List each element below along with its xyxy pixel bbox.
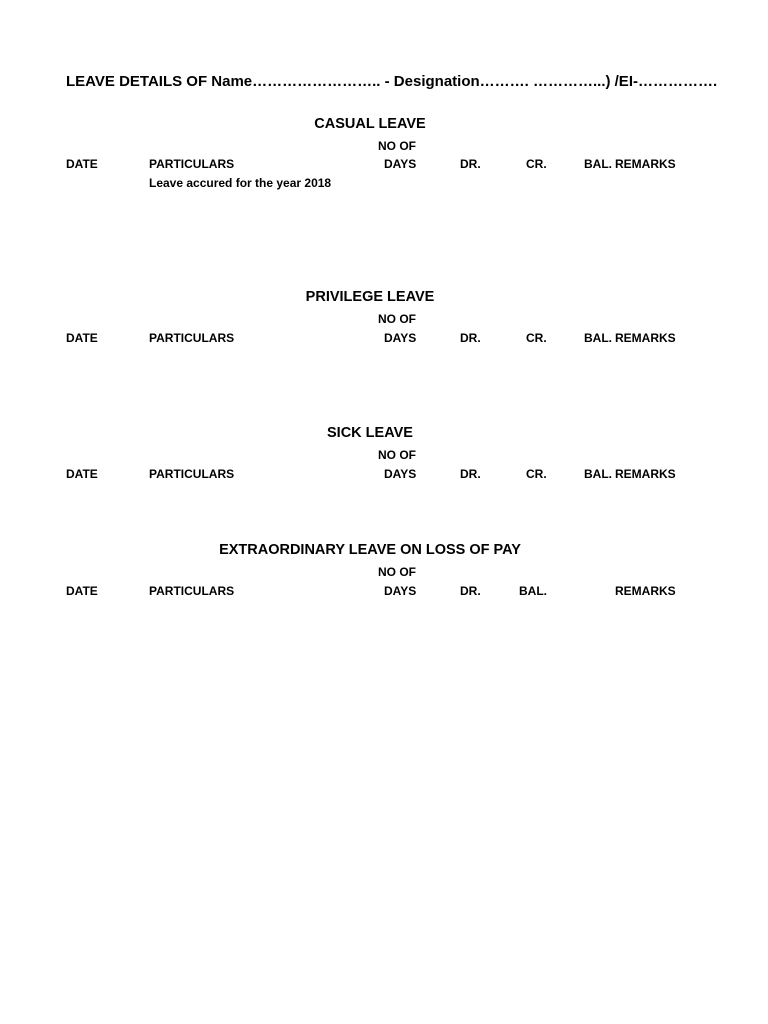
header-remarks: REMARKS — [615, 331, 676, 345]
header-no-of: NO OF — [378, 312, 416, 326]
header-date: DATE — [66, 331, 98, 345]
section-title-extraordinary-leave: EXTRAORDINARY LEAVE ON LOSS OF PAY — [219, 542, 521, 558]
section-title-privilege-leave: PRIVILEGE LEAVE — [305, 289, 435, 305]
header-particulars: PARTICULARS — [149, 584, 235, 598]
header-dr: DR. — [460, 584, 481, 598]
header-particulars: PARTICULARS — [149, 331, 235, 345]
header-bal: BAL. — [584, 157, 612, 171]
header-days: DAYS — [384, 467, 417, 481]
header-days: DAYS — [384, 584, 417, 598]
header-no-of: NO OF — [378, 448, 416, 462]
header-cr: CR. — [526, 467, 547, 481]
header-particulars: PARTICULARS — [149, 157, 235, 171]
header-no-of: NO OF — [378, 139, 416, 153]
header-remarks: REMARKS — [615, 467, 676, 481]
header-bal: BAL. — [584, 331, 612, 345]
header-dr: DR. — [460, 467, 481, 481]
header-date: DATE — [66, 157, 98, 171]
header-days: DAYS — [384, 157, 417, 171]
header-bal: BAL. — [584, 467, 612, 481]
page-title: LEAVE DETAILS OF Name…………………….. - Designation………. …………...) /EI-……………. — [66, 73, 718, 90]
header-date: DATE — [66, 584, 98, 598]
header-date: DATE — [66, 467, 98, 481]
header-cr: CR. — [526, 157, 547, 171]
section-title-sick-leave: SICK LEAVE — [327, 425, 413, 441]
header-days: DAYS — [384, 331, 417, 345]
header-dr: DR. — [460, 331, 481, 345]
header-no-of: NO OF — [378, 565, 416, 579]
header-cr: CR. — [526, 331, 547, 345]
section-title-casual-leave: CASUAL LEAVE — [314, 116, 426, 132]
header-dr: DR. — [460, 157, 481, 171]
row-particulars: Leave accured for the year 2018 — [149, 176, 332, 190]
header-remarks: REMARKS — [615, 584, 676, 598]
header-particulars: PARTICULARS — [149, 467, 235, 481]
header-bal: BAL. — [519, 584, 547, 598]
header-remarks: REMARKS — [615, 157, 676, 171]
